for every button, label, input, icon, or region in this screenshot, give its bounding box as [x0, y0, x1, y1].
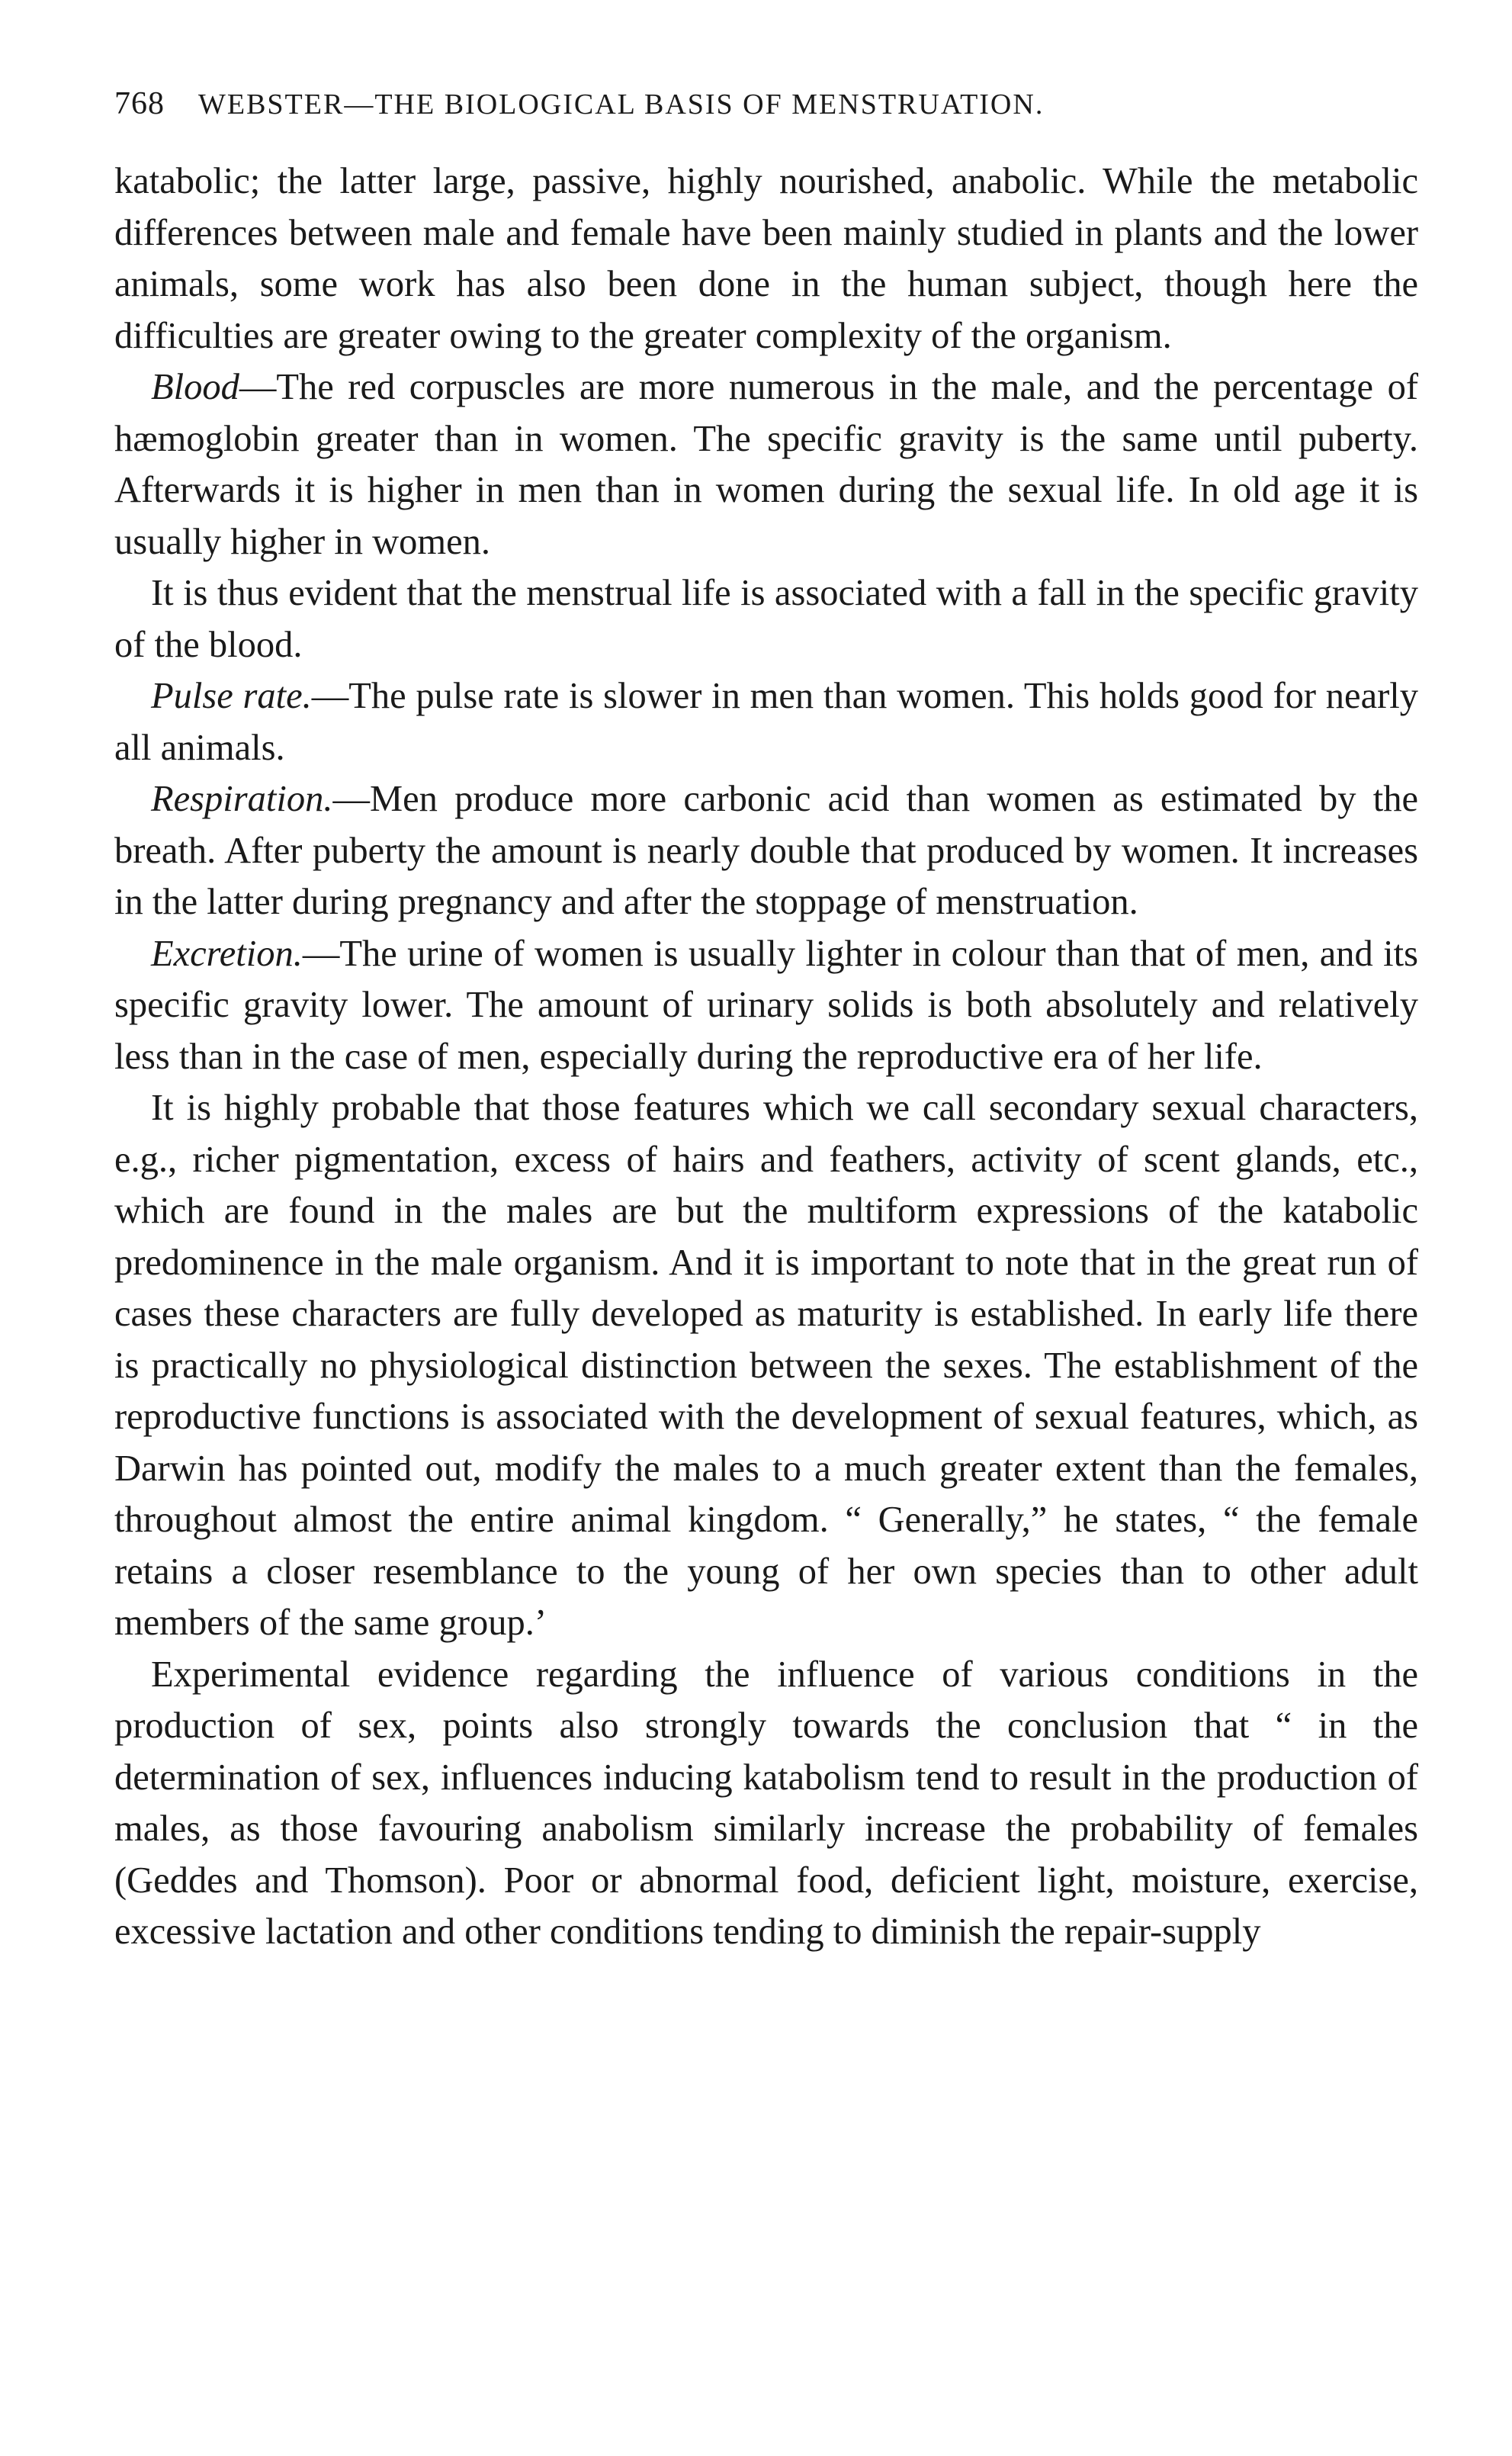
paragraph-text: Experimental evidence regarding the influence of various conditions in the production of sex, points also strongly towards the conclusion that “ in the determination of sex, influences inducing katabolism tend to result in the production of males, as those favouring anabolism similarly increase the probability of females (Geddes and Thomson). Poor or abnormal food, deficient light, moisture, exercise, excessive lactation and other conditions tending to diminish the repair-supply	[114, 1654, 1418, 1952]
paragraph-text: —The red corpuscles are more numerous in the male, and the percentage of hæmoglobin greater than in women. The specific gravity is the same until puberty. Afterwards it is higher in men than in women during the sexual life. In old age it is usually higher in women.	[114, 367, 1418, 562]
run-in-heading: Pulse rate.	[151, 676, 312, 716]
paragraph	[114, 1649, 1418, 1958]
run-in-heading: Blood	[151, 367, 239, 407]
book-page	[114, 85, 1418, 1958]
body-text	[114, 156, 1418, 1958]
paragraph-respiration	[114, 773, 1418, 928]
paragraph-excretion	[114, 928, 1418, 1083]
run-in-heading: Excretion.	[151, 933, 303, 974]
paragraph-blood	[114, 362, 1418, 567]
paragraph-text: It is highly probable that those features which we call secondary sexual characters, e.g., richer pigmentation, excess of hairs and feathers, activity of scent glands, etc., which are found in the males are but the multiform expressions of the katabolic predominence in the male organism. And it is important to note that in the great run of cases these characters are fully developed as maturity is established. In early life there is practically no physiological distinction between the sexes. The establishment of the reproductive functions is associated with the development of sexual features, which, as Darwin has pointed out, modify the males to a much greater extent than the females, throughout almost the entire animal kingdom. “ Generally,” he states, “ the female retains a closer resemblance to the young of her own species than to other adult members of the same group.’	[114, 1088, 1418, 1643]
paragraph-text: —Men produce more carbonic acid than women as estimated by the breath. After puberty the amount is nearly double that produced by women. It increases in the latter during pregnancy and after the stoppage of menstruation.	[114, 779, 1418, 922]
paragraph-text: —The pulse rate is slower in men than women. This holds good for nearly all animals.	[114, 676, 1418, 768]
running-head	[114, 85, 1418, 122]
paragraph	[114, 567, 1418, 670]
paragraph-text: It is thus evident that the menstrual life is associated with a fall in the specific gravity of the blood.	[114, 573, 1418, 665]
running-title: WEBSTER—THE BIOLOGICAL BASIS OF MENSTRUATION.	[198, 88, 1045, 121]
run-in-heading: Respiration.	[151, 779, 333, 819]
paragraph-pulse-rate	[114, 670, 1418, 773]
paragraph	[114, 1082, 1418, 1649]
paragraph-text: —The urine of women is usually lighter in colour than that of men, and its specific gravity lower. The amount of urinary solids is both absolutely and relatively less than in the case of men, especially during the reproductive era of her life.	[114, 933, 1418, 1077]
page-number: 768	[114, 86, 165, 121]
paragraph	[114, 156, 1418, 362]
paragraph-text: katabolic; the latter large, passive, highly nourished, anabolic. While the metabolic differences between male and female have been mainly studied in plants and the lower animals, some work has also been done in the human subject, though here the difficulties are greater owing to the greater complexity of the organism.	[114, 161, 1418, 356]
